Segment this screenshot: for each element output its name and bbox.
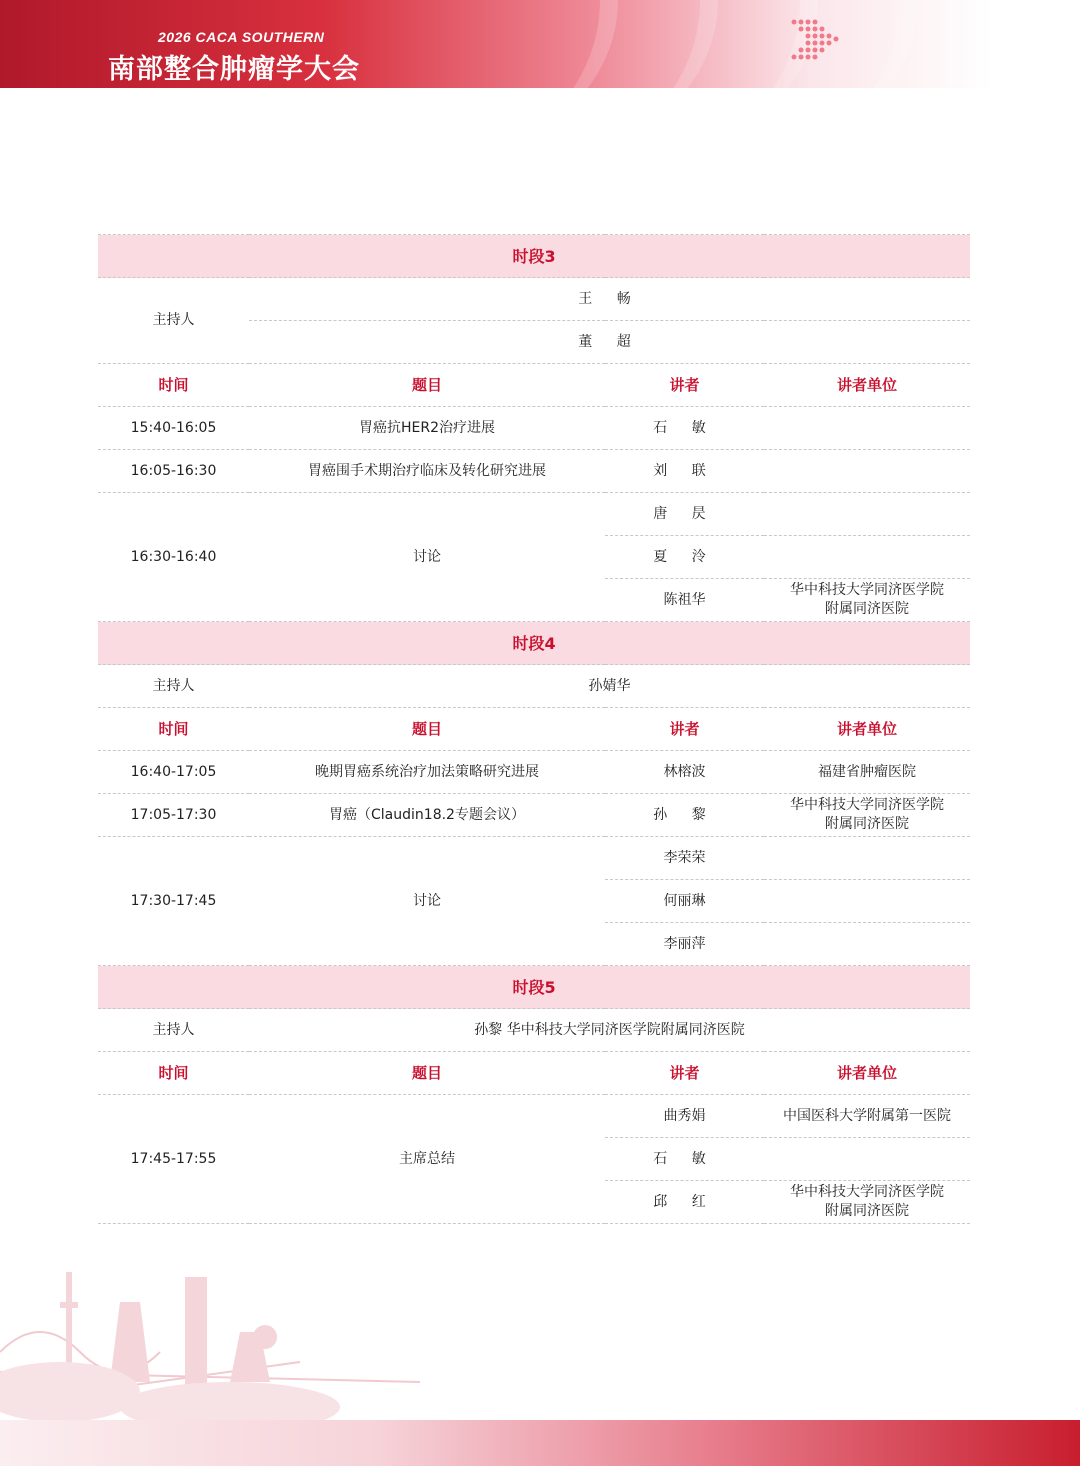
topic-cell: 讨论 — [249, 837, 605, 966]
host-label: 主持人 — [98, 278, 249, 364]
speaker-cell: 陈祖华 — [605, 579, 764, 622]
unit-cell — [764, 450, 970, 493]
col-speaker: 讲者 — [605, 364, 764, 407]
host-name: 董 超 — [249, 321, 970, 364]
topic-cell: 胃癌（Claudin18.2专题会议） — [249, 794, 605, 837]
col-topic: 题目 — [249, 364, 605, 407]
unit-cell — [764, 923, 970, 966]
col-speaker: 讲者 — [605, 1052, 764, 1095]
col-unit: 讲者单位 — [764, 364, 970, 407]
unit-line: 华中科技大学同济医学院 — [790, 582, 944, 598]
conference-subtitle: 2026 CACA SOUTHERN — [158, 29, 325, 45]
speaker-cell: 夏 泠 — [605, 536, 764, 579]
time-cell: 17:30-17:45 — [98, 837, 249, 966]
unit-line: 华中科技大学同济医学院 — [790, 1184, 944, 1200]
unit-cell — [764, 880, 970, 923]
topic-cell: 晚期胃癌系统治疗加法策略研究进展 — [249, 751, 605, 794]
session-header — [98, 966, 970, 1009]
topic-cell: 胃癌围手术期治疗临床及转化研究进展 — [249, 450, 605, 493]
unit-cell — [764, 794, 970, 837]
arrow-dots-icon — [790, 18, 842, 60]
time-cell: 16:05-16:30 — [98, 450, 249, 493]
header-banner — [0, 0, 1080, 88]
column-header-row — [98, 364, 970, 407]
host-row — [98, 1009, 970, 1052]
unit-cell — [764, 837, 970, 880]
session-title: 时段5 — [98, 966, 970, 1009]
table-row — [98, 751, 970, 794]
host-label: 主持人 — [98, 1009, 249, 1052]
city-skyline-illustration — [0, 1232, 420, 1422]
speaker-cell: 石 敏 — [605, 407, 764, 450]
time-cell: 17:45-17:55 — [98, 1095, 249, 1224]
table-row — [98, 493, 970, 536]
host-label: 主持人 — [98, 665, 249, 708]
col-topic: 题目 — [249, 1052, 605, 1095]
time-cell: 15:40-16:05 — [98, 407, 249, 450]
unit-cell — [764, 493, 970, 536]
unit-cell — [764, 1138, 970, 1181]
speaker-cell: 邱 红 — [605, 1181, 764, 1224]
speaker-cell: 唐 昃 — [605, 493, 764, 536]
host-name: 孙婧华 — [249, 665, 970, 708]
table-row — [98, 794, 970, 837]
speaker-cell: 李荣荣 — [605, 837, 764, 880]
col-time: 时间 — [98, 708, 249, 751]
session-header — [98, 622, 970, 665]
session-header — [98, 235, 970, 278]
unit-cell — [764, 579, 970, 622]
session-title: 时段4 — [98, 622, 970, 665]
conference-title: 南部整合肿瘤学大会 — [108, 54, 360, 85]
host-name: 王 畅 — [249, 278, 970, 321]
col-time: 时间 — [98, 1052, 249, 1095]
unit-line: 华中科技大学同济医学院 — [790, 797, 944, 813]
col-topic: 题目 — [249, 708, 605, 751]
col-unit: 讲者单位 — [764, 708, 970, 751]
unit-cell: 福建省肿瘤医院 — [764, 751, 970, 794]
unit-line: 附属同济医院 — [825, 1203, 909, 1219]
session-title: 时段3 — [98, 235, 970, 278]
speaker-cell: 林榕波 — [605, 751, 764, 794]
unit-cell — [764, 536, 970, 579]
column-header-row — [98, 708, 970, 751]
speaker-cell: 石 敏 — [605, 1138, 764, 1181]
col-unit: 讲者单位 — [764, 1052, 970, 1095]
topic-cell: 讨论 — [249, 493, 605, 622]
topic-cell: 胃癌抗HER2治疗进展 — [249, 407, 605, 450]
host-name: 孙黎 华中科技大学同济医学院附属同济医院 — [249, 1009, 970, 1052]
footer-band — [0, 1420, 1080, 1466]
time-cell: 16:40-17:05 — [98, 751, 249, 794]
unit-cell — [764, 1181, 970, 1224]
time-cell: 17:05-17:30 — [98, 794, 249, 837]
speaker-cell: 李丽萍 — [605, 923, 764, 966]
col-speaker: 讲者 — [605, 708, 764, 751]
table-row — [98, 837, 970, 880]
host-row — [98, 665, 970, 708]
column-header-row — [98, 1052, 970, 1095]
speaker-cell: 曲秀娟 — [605, 1095, 764, 1138]
speaker-cell: 何丽琳 — [605, 880, 764, 923]
topic-cell: 主席总结 — [249, 1095, 605, 1224]
schedule-table — [98, 234, 970, 1224]
table-row — [98, 1095, 970, 1138]
col-time: 时间 — [98, 364, 249, 407]
unit-cell: 中国医科大学附属第一医院 — [764, 1095, 970, 1138]
table-row — [98, 450, 970, 493]
unit-line: 附属同济医院 — [825, 816, 909, 832]
table-row — [98, 407, 970, 450]
banner-arc — [600, 0, 918, 88]
host-row — [98, 278, 970, 321]
time-cell: 16:30-16:40 — [98, 493, 249, 622]
unit-cell — [764, 407, 970, 450]
speaker-cell: 刘 联 — [605, 450, 764, 493]
speaker-cell: 孙 黎 — [605, 794, 764, 837]
unit-line: 附属同济医院 — [825, 601, 909, 617]
